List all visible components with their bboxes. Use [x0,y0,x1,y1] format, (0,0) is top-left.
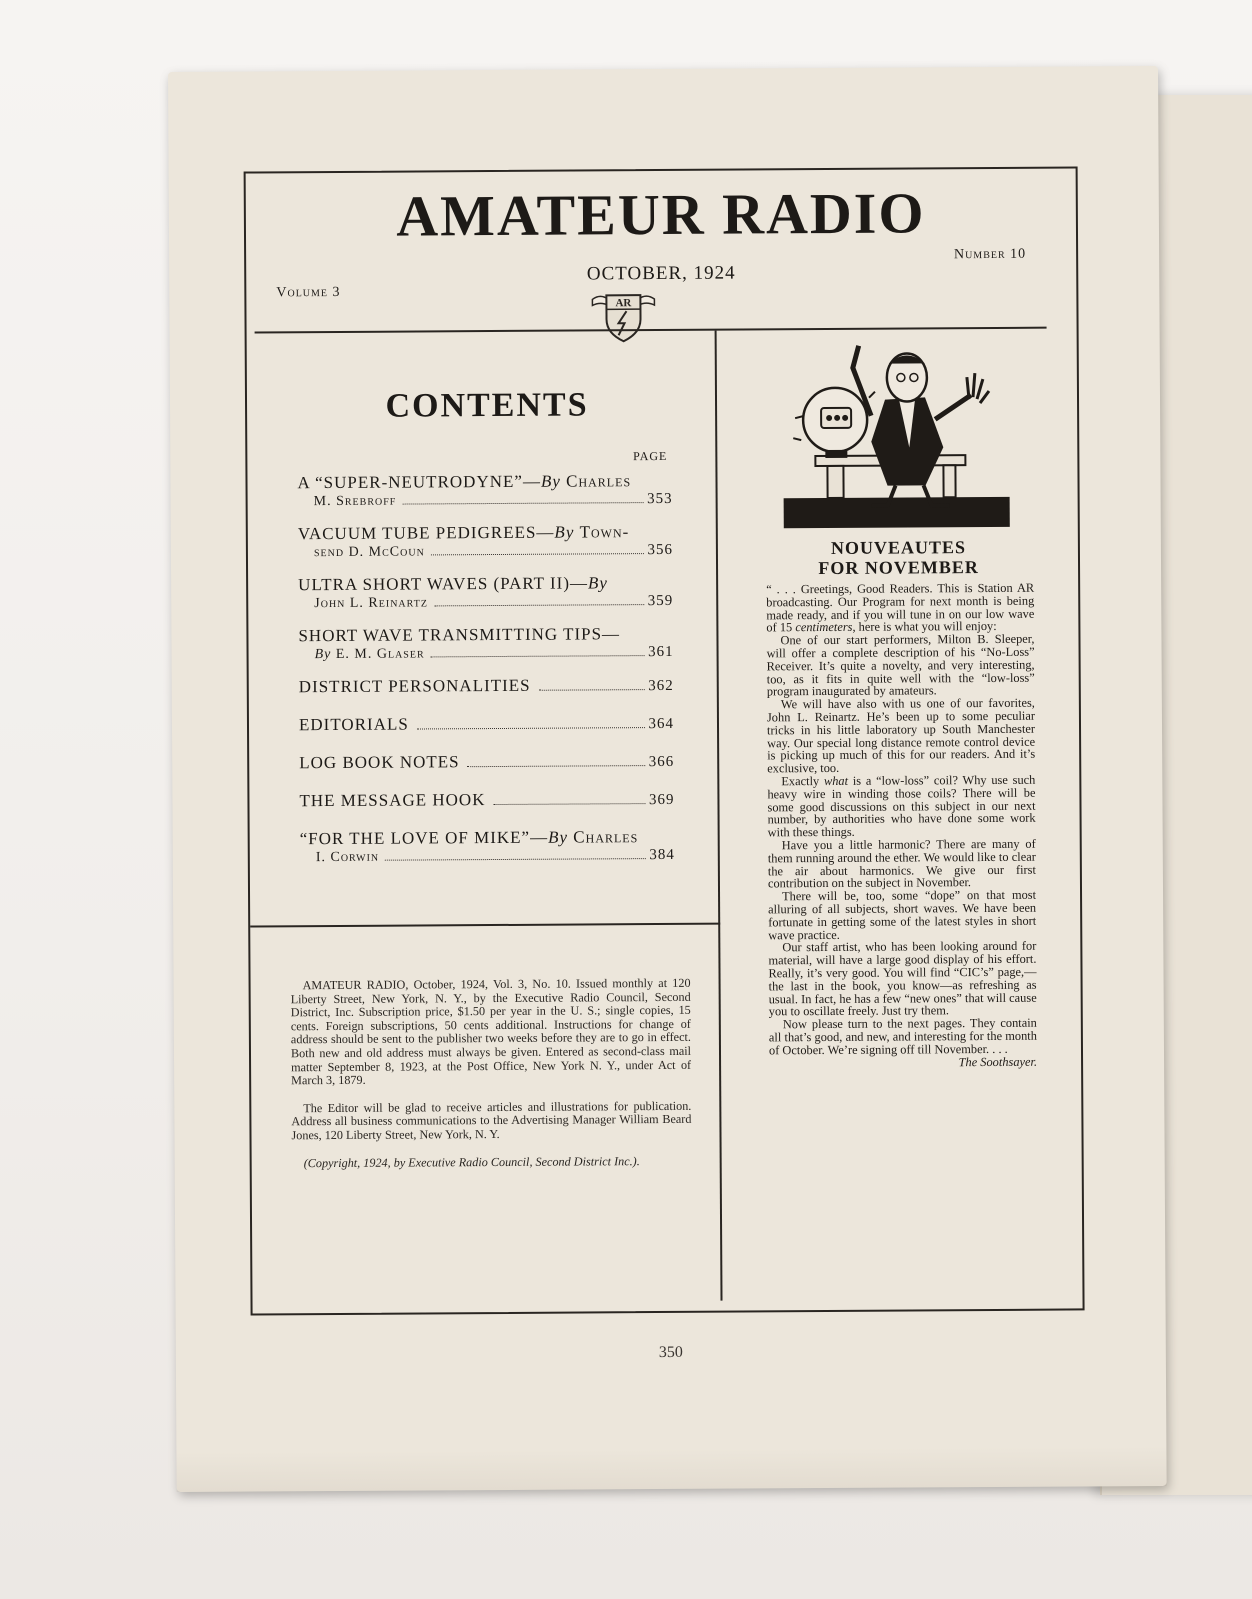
toc-page-number: 353 [647,490,673,508]
toc-entry-title: ULTRA SHORT WAVES (PART II)— [298,573,589,595]
toc-page-number: 384 [649,846,675,864]
soothsayer-cartoon-icon [775,337,1016,533]
toc-entry[interactable] [297,471,672,510]
toc-page-number: 364 [648,715,675,733]
toc-entry-author-rest: send D. McCoun [313,544,425,561]
contents-title: CONTENTS [385,386,589,425]
toc-entry-title: SHORT WAVE TRANSMITTING TIPS— [298,624,621,646]
toc-page-number: 366 [648,753,675,771]
text-run: , here is what you will enjoy: [852,619,997,635]
nouveautes-paragraph: Our staff artist, who has been looking around for material, will have a large good display of his effort. Really, it’s very good. You will find “CIC’s” page,—the last in the book, you know—as refreshing as usual. In fact, he has a few “new ones” that will cause you to oscillate freely. Just try them. [768,939,1037,1019]
signoff: The Soothsayer. [958,1055,1038,1070]
leader-dots [431,655,644,657]
toc-entry[interactable] [299,713,674,735]
toc-page-number: 359 [647,592,674,610]
text-run: is a “low-loss” coil? Why use such heavy wire in winding those coils? There will be some good discussions on this subject in our next number, by authorities who have done some work with these things. [767,772,1036,840]
logo-text: AR [615,297,632,310]
toc-entry-title: EDITORIALS [298,714,409,735]
nouveautes-paragraph: Have you a little harmonic? There are many of them running around the ether. We would like to clear the air about harmonics. We give our first contribution on the subject in November. [767,836,1036,891]
toc-entry-author-rest: E. M. Glaser [335,646,425,662]
toc-entry-by: By [587,573,608,593]
page-number: 350 [658,1343,683,1362]
text-run-italic: what [823,773,849,788]
leader-dots [539,689,645,691]
toc-entry[interactable] [299,675,674,697]
nouveautes-paragraph: There will be, too, some “dope” on that most alluring of all subjects, short waves. We have been fortunate in getting some of the latest styles in short wave practice. [768,887,1037,942]
toc-entry-title: A “SUPER-NEUTRODYNE”— [297,471,541,493]
leader-dots [434,604,644,606]
nouveautes-paragraph [767,774,1035,840]
editor-notice: The Editor will be glad to receive articles and illustrations for publication. Address all business communications to the Advertising Manager William Beard Jones, 120 Liberty Street, New York, N. Y. [291,1098,692,1143]
table-of-contents [297,471,674,880]
toc-page-number: 369 [648,791,675,809]
toc-entry[interactable] [299,789,674,811]
text-run-italic: centimeters [795,620,853,635]
toc-entry-by: By [548,827,569,847]
page-column-label: PAGE [633,448,668,464]
masthead [246,168,1077,333]
toc-entry-author-rest: John L. Reinartz [314,595,428,612]
toc-entry[interactable] [298,522,673,561]
nouveautes-title-line2: FOR NOVEMBER [818,557,979,579]
toc-entry-by: By [314,647,332,663]
number-label: Number 10 [953,246,1027,263]
page-frame [244,166,1085,1315]
toc-entry-by: By [554,522,575,542]
toc-entry-title: “FOR THE LOVE OF MIKE”— [299,827,549,849]
nouveautes-paragraph: One of our start performers, Milton B. Sleeper, will offer a complete description of his “No-Loss” Receiver. It’s quite a novelty, and very interesting, too, as it fits in quite well with the “low-loss” program inaugurated by amateurs. [766,631,1035,699]
column-divider [715,331,723,1301]
toc-entry-author: Town- [579,522,630,542]
nouveautes-title [736,537,1061,579]
nouveautes-title-line1: NOUVEAUTES [830,537,966,558]
copyright-notice: (Copyright, 1924, by Executive Radio Council, Second District Inc.). [303,1153,640,1170]
leader-dots [468,765,645,767]
toc-page-number: 362 [648,677,674,695]
toc-entry[interactable] [298,573,673,612]
nouveautes-column [735,337,1066,1299]
toc-entry-author: Charles [566,471,632,491]
toc-page-number: 361 [648,643,674,661]
issue-date: OCTOBER, 1924 [586,262,736,285]
nouveautes-paragraph: Now please turn to the next pages. They contain all that’s good, and new, and interesting for the month of October. We’re signing off till November. . . . [768,1015,1037,1058]
publication-statement: AMATEUR RADIO, October, 1924, Vol. 3, No. 10. Issued monthly at 120 Liberty Street, New York, N. Y., by the Executive Radio Council, Second District, Inc. Subscription price, $1.50 per year in the U. S.; single copies, 15 cents. Foreign subscriptions, 50 cents additional. Instructions for change of address should be sent to the publisher two weeks before they are to go in effect. Both new and old address must always be given. Entered as second-class mail matter September 8, 1923, at the Post Office, New York N. Y., under Act of March 3, 1879. [290,975,692,1088]
toc-entry-author-rest: M. Srebroff [313,493,397,510]
toc-entry[interactable] [298,624,673,663]
toc-entry-title: VACUUM TUBE PEDIGREES— [297,522,555,544]
toc-entry-author-rest: I. Corwin [315,849,380,866]
toc-entry-title: DISTRICT PERSONALITIES [298,675,531,697]
magazine-title: AMATEUR RADIO [396,180,926,249]
toc-entry-author: Charles [573,827,639,847]
toc-entry[interactable] [299,751,674,773]
toc-page-number: 356 [647,541,673,559]
contents-bottom-rule [250,923,720,928]
nouveautes-paragraph: We will have also with us one of our favorites, John L. Reinartz. He’s been up to some peculiar tricks in his little laboratory up South Manchester way. Our special long distance remote control device is picking up much of this for our readers. And it’s exclusive, too. [766,695,1036,776]
publication-info [291,977,692,1185]
leader-dots [402,502,643,504]
leader-dots [385,858,645,861]
contents-section [267,331,711,924]
text-run: “ . . . Greetings, Good Readers. This is Station AR broadcasting. Our Program for next month is being made ready, and if you will tune in on our low wave of 15 [766,580,1035,635]
volume-label: Volume 3 [276,284,341,301]
leader-dots [493,803,645,805]
magazine-page [168,66,1167,1492]
toc-entry-title: LOG BOOK NOTES [299,752,460,773]
toc-entry-by: By [540,471,561,491]
leader-dots [417,727,645,729]
nouveautes-body [766,582,1037,1071]
toc-entry[interactable] [300,827,675,866]
nouveautes-paragraph [766,582,1034,635]
toc-entry-title: THE MESSAGE HOOK [299,790,486,811]
text-run: Exactly [781,773,824,789]
leader-dots [431,553,644,555]
